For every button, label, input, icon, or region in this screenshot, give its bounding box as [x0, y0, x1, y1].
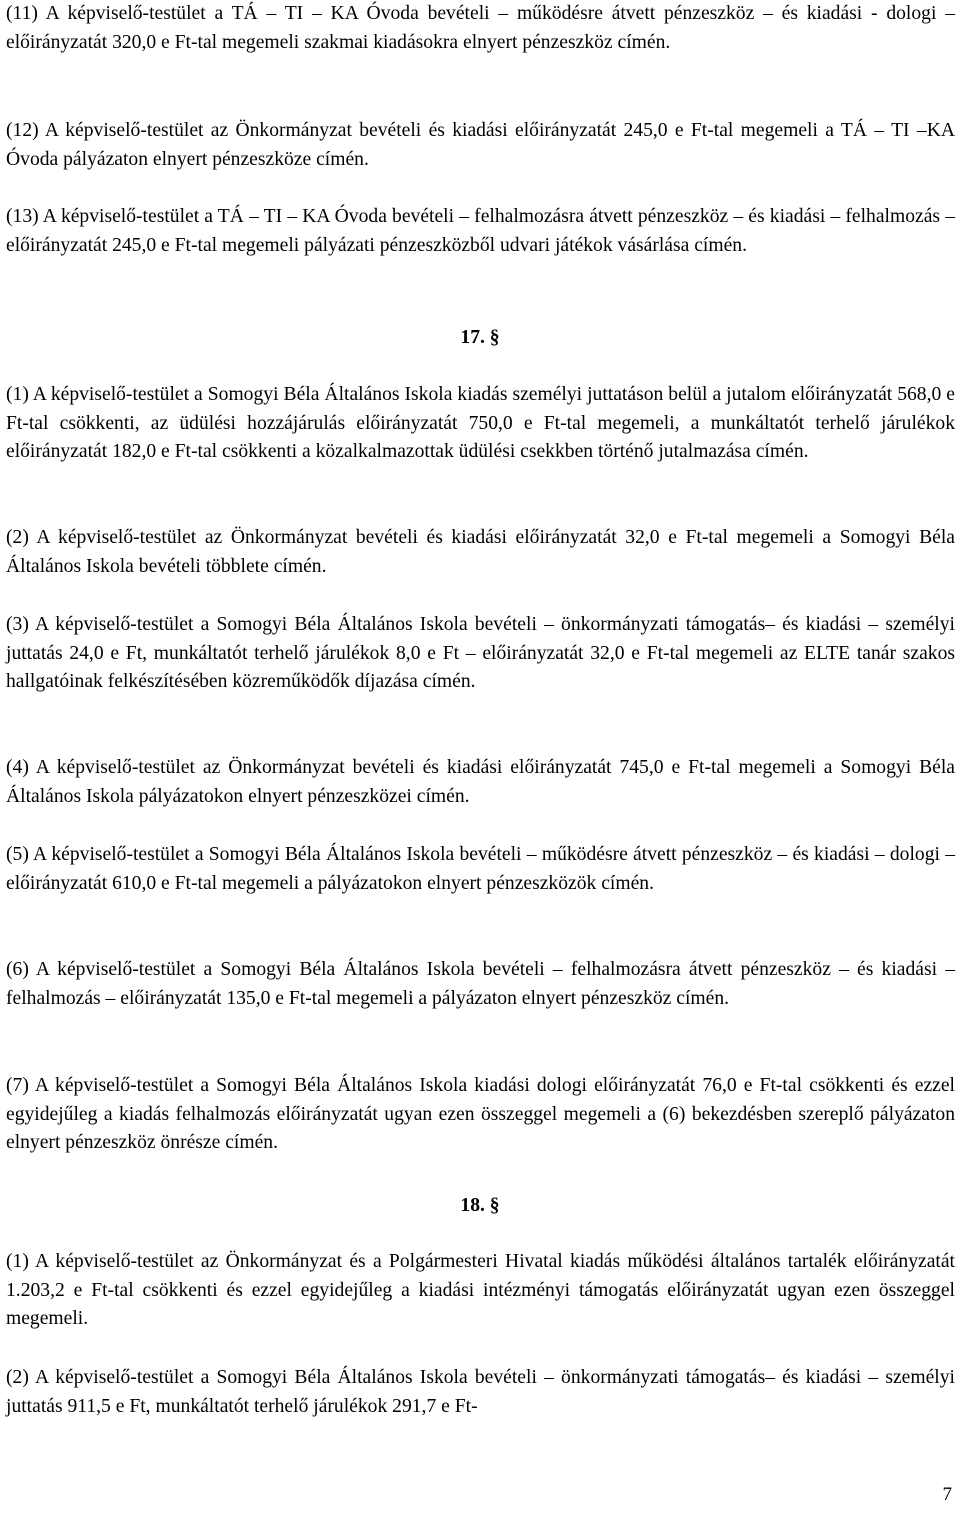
paragraph-18-1: (1) A képviselő-testület az Önkormányzat és a Polgármesteri Hivatal kiadás működési általános tartalék előirányzatát 1.203,2 e Ft-tal csökkenti és ezzel egyidejűleg a kiadási intézményi támogatás előirányzatát ugyan ezen összeggel megemeli.: [6, 1251, 955, 1329]
paragraph-17-5: (5) A képviselő-testület a Somogyi Béla Általános Iskola bevételi – működésre átvett pénzeszköz – és kiadási – dologi – előirányzatát 610,0 e Ft-tal megemeli a pályázatokon elnyert pénzeszközök címén.: [6, 844, 955, 894]
paragraph-18-2: (2) A képviselő-testület a Somogyi Béla Általános Iskola bevételi – önkormányzati támogatás– és kiadási – személyi juttatás 911,5 e Ft, munkáltatót terhelő járulékok 291,7 e Ft-: [6, 1367, 955, 1417]
paragraph-13: (13) A képviselő-testület a TÁ – TI – KA Óvoda bevételi – felhalmozásra átvett pénzeszköz – és kiadási – felhalmozás – előirányzatát 245,0 e Ft-tal megemeli pályázati pénzeszközből udvari játékok vásárlása címén.: [6, 206, 955, 256]
section-heading-17: 17. §: [460, 327, 500, 348]
section-heading-18: 18. §: [460, 1195, 500, 1216]
paragraph-17-7: (7) A képviselő-testület a Somogyi Béla Általános Iskola kiadási dologi előirányzatát 76,0 e Ft-tal csökkenti és ezzel egyidejűleg a kiadás felhalmozás előirányzatát ugyan ezen összeggel megemeli a (6) bekezdésben szereplő pályázaton elnyert pénzeszköz önrésze címén.: [6, 1075, 955, 1153]
paragraph-17-4: (4) A képviselő-testület az Önkormányzat bevételi és kiadási előirányzatát 745,0 e Ft-tal megemeli a Somogyi Béla Általános Iskola pályázatokon elnyert pénzeszközei címén.: [6, 757, 955, 807]
paragraph-11: (11) A képviselő-testület a TÁ – TI – KA Óvoda bevételi – működésre átvett pénzeszköz – és kiadási - dologi – előirányzatát 320,0 e Ft-tal megemeli szakmai kiadásokra elnyert pénzeszköz címén.: [6, 3, 955, 53]
paragraph-17-1: (1) A képviselő-testület a Somogyi Béla Általános Iskola kiadás személyi juttatáson belül a jutalom előirányzatát 568,0 e Ft-tal csökkenti, az üdülési hozzájárulás előirányzatát 750,0 e Ft-tal megemeli, a munkáltatót terhelő járulékok előirányzatát 182,0 e Ft-tal csökkenti a közalkalmazottak üdülési csekkben történő jutalmazása címén.: [6, 384, 955, 462]
paragraph-17-3: (3) A képviselő-testület a Somogyi Béla Általános Iskola bevételi – önkormányzati támogatás– és kiadási – személyi juttatás 24,0 e Ft, munkáltatót terhelő járulékok 8,0 e Ft – előirányzatát 32,0 e Ft-tal megemeli az ELTE tanár szakos hallgatóinak felkészítésében közreműködők díjazása címén.: [6, 614, 955, 692]
paragraph-17-6: (6) A képviselő-testület a Somogyi Béla Általános Iskola bevételi – felhalmozásra átvett pénzeszköz – és kiadási – felhalmozás – előirányzatát 135,0 e Ft-tal megemeli a pályázaton elnyert pénzeszköz címén.: [6, 959, 955, 1009]
page-number: 7: [942, 1484, 952, 1505]
paragraph-12: (12) A képviselő-testület az Önkormányzat bevételi és kiadási előirányzatát 245,0 e Ft-tal megemeli a TÁ – TI –KA Óvoda pályázaton elnyert pénzeszköze címén.: [6, 120, 955, 170]
paragraph-17-2: (2) A képviselő-testület az Önkormányzat bevételi és kiadási előirányzatát 32,0 e Ft-tal megemeli a Somogyi Béla Általános Iskola bevételi többlete címén.: [6, 527, 955, 577]
